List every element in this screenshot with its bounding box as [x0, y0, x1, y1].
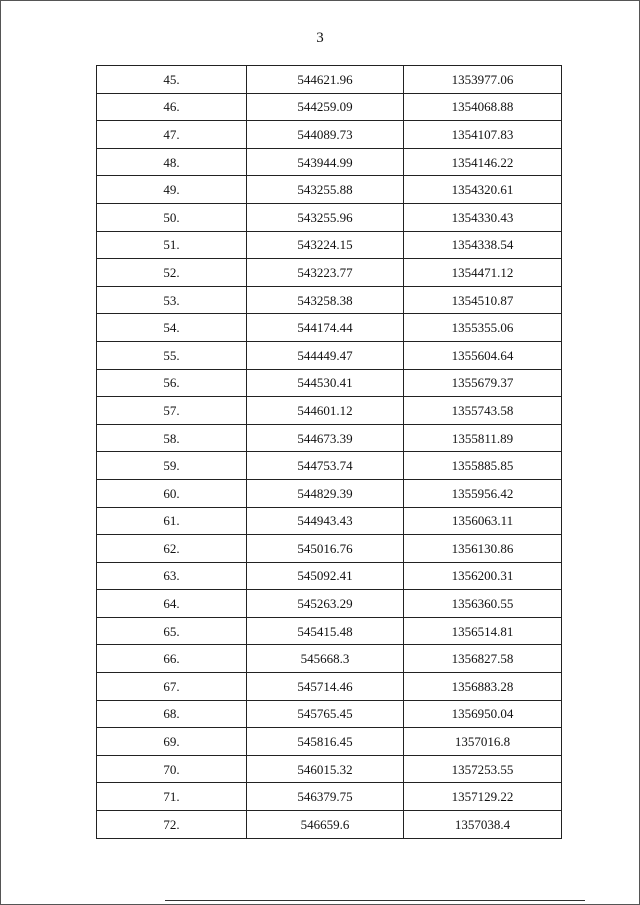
row-number-cell: 59.	[97, 452, 247, 480]
x-coordinate-cell: 544174.44	[247, 314, 404, 342]
y-coordinate-cell: 1354338.54	[404, 231, 562, 259]
row-number-cell: 48.	[97, 148, 247, 176]
y-coordinate-cell: 1356950.04	[404, 700, 562, 728]
table-row	[97, 535, 562, 563]
x-coordinate-cell: 545263.29	[247, 590, 404, 618]
table-row	[97, 66, 562, 94]
coordinates-table-body	[97, 66, 562, 839]
table-row	[97, 562, 562, 590]
y-coordinate-cell: 1356063.11	[404, 507, 562, 535]
y-coordinate-cell: 1356883.28	[404, 673, 562, 701]
table-row	[97, 93, 562, 121]
x-coordinate-cell: 544530.41	[247, 369, 404, 397]
row-number-cell: 61.	[97, 507, 247, 535]
y-coordinate-cell: 1356360.55	[404, 590, 562, 618]
row-number-cell: 68.	[97, 700, 247, 728]
row-number-cell: 45.	[97, 66, 247, 94]
row-number-cell: 47.	[97, 121, 247, 149]
x-coordinate-cell: 544829.39	[247, 479, 404, 507]
x-coordinate-cell: 545714.46	[247, 673, 404, 701]
row-number-cell: 65.	[97, 617, 247, 645]
y-coordinate-cell: 1355811.89	[404, 424, 562, 452]
y-coordinate-cell: 1355743.58	[404, 397, 562, 425]
table-row	[97, 811, 562, 839]
row-number-cell: 62.	[97, 535, 247, 563]
row-number-cell: 46.	[97, 93, 247, 121]
row-number-cell: 51.	[97, 231, 247, 259]
y-coordinate-cell: 1357129.22	[404, 783, 562, 811]
table-row	[97, 424, 562, 452]
x-coordinate-cell: 545415.48	[247, 617, 404, 645]
table-row	[97, 259, 562, 287]
row-number-cell: 67.	[97, 673, 247, 701]
table-row	[97, 369, 562, 397]
table-row	[97, 314, 562, 342]
x-coordinate-cell: 545668.3	[247, 645, 404, 673]
y-coordinate-cell: 1355355.06	[404, 314, 562, 342]
row-number-cell: 53.	[97, 286, 247, 314]
row-number-cell: 55.	[97, 341, 247, 369]
table-row	[97, 286, 562, 314]
x-coordinate-cell: 544259.09	[247, 93, 404, 121]
table-row	[97, 176, 562, 204]
x-coordinate-cell: 545016.76	[247, 535, 404, 563]
table-row	[97, 590, 562, 618]
table-row	[97, 700, 562, 728]
x-coordinate-cell: 546659.6	[247, 811, 404, 839]
table-row	[97, 507, 562, 535]
row-number-cell: 70.	[97, 755, 247, 783]
row-number-cell: 66.	[97, 645, 247, 673]
y-coordinate-cell: 1354068.88	[404, 93, 562, 121]
table-row	[97, 617, 562, 645]
page-number: 3	[316, 30, 324, 46]
x-coordinate-cell: 543255.96	[247, 203, 404, 231]
x-coordinate-cell: 546015.32	[247, 755, 404, 783]
table-row	[97, 203, 562, 231]
row-number-cell: 56.	[97, 369, 247, 397]
x-coordinate-cell: 545092.41	[247, 562, 404, 590]
table-row	[97, 452, 562, 480]
y-coordinate-cell: 1355885.85	[404, 452, 562, 480]
x-coordinate-cell: 543224.15	[247, 231, 404, 259]
row-number-cell: 71.	[97, 783, 247, 811]
table-row	[97, 341, 562, 369]
table-row	[97, 397, 562, 425]
x-coordinate-cell: 544753.74	[247, 452, 404, 480]
coordinates-table	[96, 65, 562, 839]
table-row	[97, 479, 562, 507]
row-number-cell: 50.	[97, 203, 247, 231]
x-coordinate-cell: 543255.88	[247, 176, 404, 204]
x-coordinate-cell: 543944.99	[247, 148, 404, 176]
y-coordinate-cell: 1357016.8	[404, 728, 562, 756]
y-coordinate-cell: 1353977.06	[404, 66, 562, 94]
x-coordinate-cell: 545816.45	[247, 728, 404, 756]
table-row	[97, 121, 562, 149]
y-coordinate-cell: 1355679.37	[404, 369, 562, 397]
y-coordinate-cell: 1354320.61	[404, 176, 562, 204]
x-coordinate-cell: 544601.12	[247, 397, 404, 425]
y-coordinate-cell: 1354330.43	[404, 203, 562, 231]
x-coordinate-cell: 545765.45	[247, 700, 404, 728]
row-number-cell: 54.	[97, 314, 247, 342]
row-number-cell: 49.	[97, 176, 247, 204]
table-row	[97, 673, 562, 701]
y-coordinate-cell: 1357253.55	[404, 755, 562, 783]
footer-line	[165, 900, 585, 901]
y-coordinate-cell: 1354510.87	[404, 286, 562, 314]
y-coordinate-cell: 1356200.31	[404, 562, 562, 590]
x-coordinate-cell: 544673.39	[247, 424, 404, 452]
x-coordinate-cell: 544449.47	[247, 341, 404, 369]
y-coordinate-cell: 1357038.4	[404, 811, 562, 839]
table-row	[97, 148, 562, 176]
table-row	[97, 728, 562, 756]
y-coordinate-cell: 1356514.81	[404, 617, 562, 645]
row-number-cell: 60.	[97, 479, 247, 507]
table-row	[97, 755, 562, 783]
y-coordinate-cell: 1355956.42	[404, 479, 562, 507]
row-number-cell: 69.	[97, 728, 247, 756]
y-coordinate-cell: 1354107.83	[404, 121, 562, 149]
row-number-cell: 57.	[97, 397, 247, 425]
x-coordinate-cell: 543258.38	[247, 286, 404, 314]
x-coordinate-cell: 544621.96	[247, 66, 404, 94]
table-row	[97, 231, 562, 259]
row-number-cell: 63.	[97, 562, 247, 590]
x-coordinate-cell: 546379.75	[247, 783, 404, 811]
x-coordinate-cell: 544089.73	[247, 121, 404, 149]
row-number-cell: 58.	[97, 424, 247, 452]
y-coordinate-cell: 1354471.12	[404, 259, 562, 287]
row-number-cell: 72.	[97, 811, 247, 839]
table-row	[97, 783, 562, 811]
y-coordinate-cell: 1354146.22	[404, 148, 562, 176]
y-coordinate-cell: 1356827.58	[404, 645, 562, 673]
x-coordinate-cell: 543223.77	[247, 259, 404, 287]
y-coordinate-cell: 1356130.86	[404, 535, 562, 563]
x-coordinate-cell: 544943.43	[247, 507, 404, 535]
table-row	[97, 645, 562, 673]
row-number-cell: 52.	[97, 259, 247, 287]
y-coordinate-cell: 1355604.64	[404, 341, 562, 369]
row-number-cell: 64.	[97, 590, 247, 618]
